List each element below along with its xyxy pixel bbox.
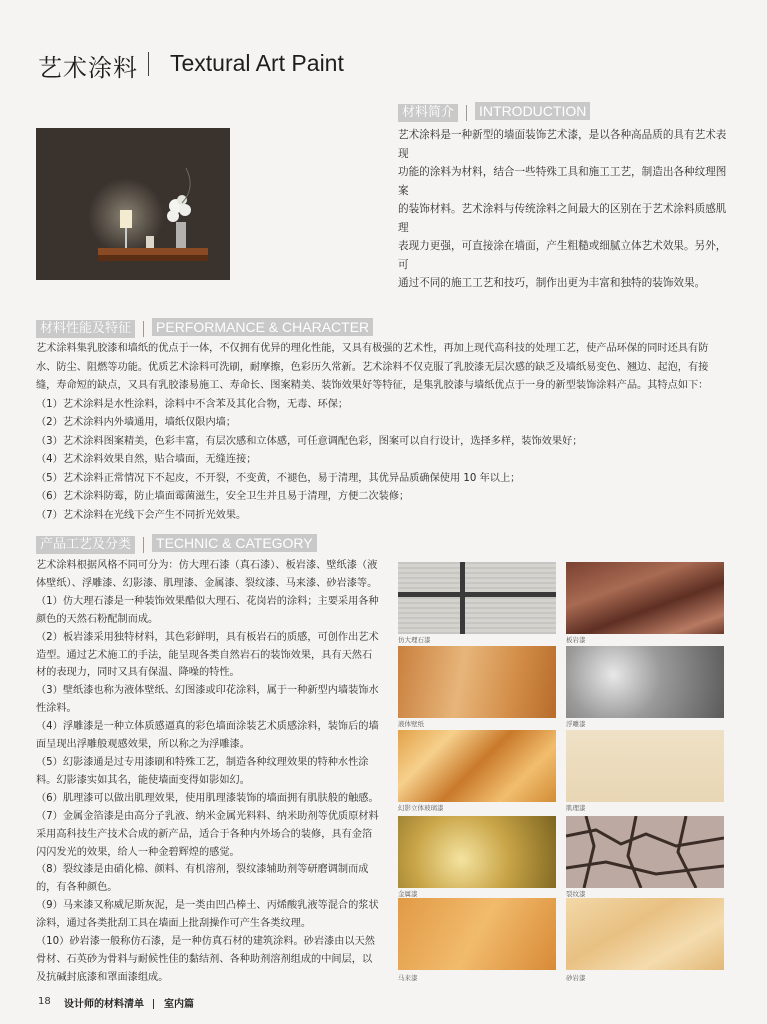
intro-heading-en: INTRODUCTION	[475, 102, 590, 120]
swatch-caption: 仿大理石漆	[398, 636, 431, 644]
performance-line: （7）艺术涂料在光线下会产生不同折光效果。	[36, 509, 247, 521]
technic-heading-en: TECHNIC & CATEGORY	[152, 534, 317, 552]
footer-divider	[153, 999, 154, 1009]
swatch-caption: 浮雕漆	[566, 720, 586, 728]
performance-line: 缝，寿命短的缺点，又具有乳胶漆易施工、寿命长、图案精美、装饰效果好等特征，是集乳胶漆与墙纸优点于一身的新型装饰涂料产品。其特点如下：	[36, 380, 709, 391]
crackle-pattern	[566, 816, 724, 888]
intro-line: 功能的涂料为材料，结合一些特殊工具和施工工艺，制造出各种纹理图案	[398, 166, 727, 197]
swatch-caption: 液体壁纸	[398, 720, 424, 728]
swatch-metallic	[398, 816, 556, 888]
technic-heading	[36, 534, 317, 552]
page-title-en: Textural Art Paint	[170, 50, 344, 76]
intro-line: 通过不同的施工工艺和技巧，制作出更为丰富和独特的装饰效果。	[398, 277, 706, 289]
technic-line: 采用高科技生产技术合成的新产品，适合于各种内外场合的装修，具有金箔	[36, 828, 373, 840]
swatch-crackle	[566, 816, 724, 888]
swatch-caption: 肌理漆	[566, 804, 586, 812]
performance-line: （4）艺术涂料效果自然，贴合墙面，无缝连接；	[36, 454, 257, 465]
performance-heading	[36, 318, 373, 336]
technic-line: （1）仿大理石漆是一种装饰效果酷似大理石、花岗岩的涂料；主要采用各种	[36, 595, 379, 607]
technic-line: 材的表现力，同时又具有保温、降噪的特性。	[36, 667, 240, 679]
technic-line: （5）幻影漆通是过专用漆刷和特殊工艺，制造各种纹理效果的特种水性涂	[36, 756, 369, 768]
swatch-liquid-wallpaper	[398, 646, 556, 718]
technic-line: 性涂料。	[36, 703, 77, 715]
technic-line: 涂料，通过各类批刮工具在墙面上批刮操作可产生各类纹理。	[36, 918, 312, 930]
swatch-caption: 砂岩漆	[566, 974, 586, 982]
technic-line: 的，有各种颜色。	[36, 882, 118, 894]
intro-line: 表现力更强，可直接涂在墙面，产生粗糙或细腻立体艺术效果。另外，可	[398, 240, 727, 271]
swatch-slate	[566, 562, 724, 634]
swatch-caption: 金属漆	[398, 890, 418, 898]
intro-heading	[398, 102, 590, 120]
technic-line: （10）砂岩漆一般称仿石漆，是一种仿真石材的建筑涂料。砂岩漆由以天然	[36, 936, 375, 948]
technic-line: （7）金属金箔漆是由高分子乳液、纳米金属光料料、纳米助剂等优质原材料	[36, 810, 379, 822]
swatch-illusion	[398, 730, 556, 802]
page-title-zh: 艺术涂料	[38, 54, 138, 82]
technic-line: （3）壁纸漆也称为液体壁纸、幻图漆或印花涂料，属于一种新型内墙装饰水	[36, 685, 379, 697]
swatch-marble	[398, 562, 556, 634]
technic-line: 骨材、石英砂为骨料与耐候性佳的黏结剂、各种助剂溶剂组成的中间层，以	[36, 953, 373, 965]
technic-line: （9）马来漆又称威尼斯灰泥，是一类由凹凸棒土、丙烯酸乳液等混合的浆状	[36, 900, 379, 912]
footer-book-name: 设计师的材料清单	[64, 999, 144, 1010]
performance-line: 艺术涂料集乳胶漆和墙纸的优点于一体，不仅拥有优异的理化性能，又具有极强的艺术性，再加上现代高科技的处理工艺，使产品环保的同时还具有防	[36, 343, 709, 354]
swatch-relief	[566, 646, 724, 718]
performance-line: （1）艺术涂料是水性涂料，涂料中不含苯及其化合物，无毒、环保；	[36, 398, 349, 410]
swatch-sandstone	[566, 898, 724, 970]
footer-book-title	[64, 995, 194, 1010]
technic-line: （6）肌理漆可以做出肌理效果，使用肌理漆装饰的墙面拥有肌肤般的触感。	[36, 792, 379, 804]
technic-paragraph	[36, 557, 386, 987]
swatch-caption: 板岩漆	[566, 636, 586, 644]
intro-paragraph	[398, 126, 734, 293]
performance-line: （6）艺术涂料防霉，防止墙面霉菌滋生，安全卫生并且易于清理，方便二次装修；	[36, 491, 410, 502]
footer-section: 室内篇	[163, 999, 194, 1010]
performance-line: 水、防尘、阻燃等功能。优质艺术涂料可洗刷，耐摩擦，色彩历久常新。艺术涂料不仅克服了乳胶漆无层次感的缺乏及墙纸易变色、翘边、起泡，有接	[36, 361, 709, 373]
performance-heading-en: PERFORMANCE & CHARACTER	[152, 318, 373, 336]
intro-heading-zh: 材料简介	[398, 104, 458, 122]
heading-divider	[466, 105, 467, 121]
swatch-venetian	[398, 898, 556, 970]
technic-line: 闪闪发光的效果，给人一种金碧辉煌的感觉。	[36, 846, 240, 858]
swatch-caption: 幻影立体玻璃漆	[398, 804, 444, 812]
technic-line: 艺术涂料根据风格不同可分为：仿大理石漆（真石漆）、板岩漆、壁纸漆（液	[36, 560, 378, 571]
performance-line: （3）艺术涂料图案精美，色彩丰富，有层次感和立体感，可任意调配色彩，图案可以自行设计，选择多样，装饰效果好；	[36, 435, 583, 447]
swatch-texture	[566, 730, 724, 802]
technic-heading-zh: 产品工艺及分类	[36, 536, 135, 554]
technic-line: 面呈现出浮雕般观感效果，所以称之为浮雕漆。	[36, 739, 250, 751]
performance-paragraph	[36, 340, 736, 525]
swatch-caption: 马来漆	[398, 974, 418, 982]
interior-photo-illustration	[36, 128, 230, 280]
title-divider	[148, 52, 149, 76]
marble-grid-lines	[398, 562, 556, 634]
technic-line: 造型。通过艺术施工的手法，能呈现各类自然岩石的装饰效果，具有天然石	[36, 649, 373, 661]
technic-line: （8）裂纹漆是由硝化棉、颜料、有机溶剂，裂纹漆辅助剂等研磨调制而成	[36, 864, 369, 876]
performance-line: （2）艺术涂料内外墙通用，墙纸仅限内墙；	[36, 417, 237, 428]
technic-line: （2）板岩漆采用独特材料，其色彩鲜明，具有板岩石的质感，可创作出艺术	[36, 631, 379, 643]
technic-line: 颜色的天然石粉配制而成。	[36, 613, 159, 625]
interior-photo	[36, 128, 230, 280]
performance-heading-zh: 材料性能及特征	[36, 320, 135, 338]
intro-line: 艺术涂料是一种新型的墙面装饰艺术漆，是以各种高品质的具有艺术表现	[398, 129, 727, 160]
technic-line: （4）浮雕漆是一种立体质感逼真的彩色墙面涂装艺术质感涂料，装饰后的墙	[36, 721, 379, 733]
intro-line: 的装饰材料。艺术涂料与传统涂料之间最大的区别在于艺术涂料质感肌理	[398, 203, 727, 234]
swatch-caption: 裂纹漆	[566, 890, 586, 898]
heading-divider	[143, 537, 144, 553]
technic-line: 料。幻影漆实如其名，能使墙面变得如影如幻。	[36, 774, 250, 786]
heading-divider	[143, 321, 144, 337]
performance-line: （5）艺术涂料正常情况下不起皮，不开裂，不变黄，不褪色，易于清理，其优异品质确保使用 10 年以上；	[36, 472, 521, 484]
technic-line: 及抗碱封底漆和罩面漆组成。	[36, 971, 169, 983]
technic-line: 体壁纸）、浮雕漆、幻影漆、肌理漆、金属漆、裂纹漆、马来漆、砂岩漆等。	[36, 577, 378, 589]
page-number: 18	[38, 996, 51, 1007]
